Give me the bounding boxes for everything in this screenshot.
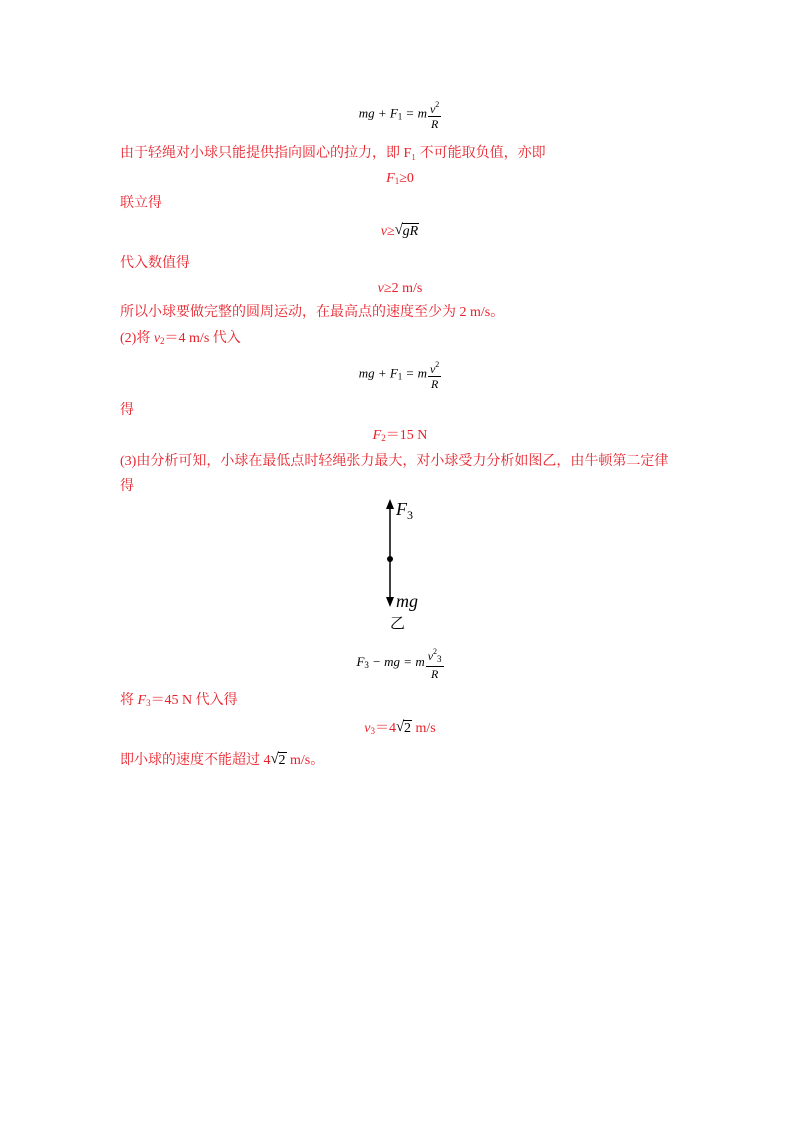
down-arrowhead — [386, 597, 394, 607]
lianli-label: 联立得 — [120, 196, 162, 211]
up-arrowhead — [386, 499, 394, 509]
f1-condition: $F_1\ge 0$ — [386, 171, 414, 186]
part3-line1: (3)由分析可知，小球在最低点时轻绳张力最大，对小球受力分析如图乙，由牛顿第二定律 — [120, 454, 669, 469]
tension-statement: 由于轻绳对小球只能提供指向圆心的拉力，即 F₁ 不可能取负值，亦即 — [120, 146, 546, 161]
ball-point — [387, 556, 393, 562]
label-f3: $F_3$ — [396, 499, 413, 522]
conclusion-part1: 所以小球要做完整的圆周运动，在最高点的速度至少为 2 m/s。 — [120, 305, 505, 320]
label-mg: mg — [396, 591, 418, 611]
daishu-label: 代入数值得 — [120, 256, 190, 271]
diagram-caption: 乙 — [390, 616, 406, 632]
part3-line2: 得 — [120, 479, 134, 494]
v3-value: $v_3=4$ √ 2 m/s — [364, 719, 436, 736]
equation-2: mg + $F_1 = m$ $\frac{v^2}{R}$ — [358, 360, 440, 391]
v-value: v≥2 m/s — [377, 281, 423, 296]
equation-3: $F_3$ − mg = m $\frac{v^2_3}{R}$ — [356, 647, 442, 681]
v-condition: v≥ √ gR — [380, 222, 419, 239]
equation-1: mg + $F_1 = m$ $\frac{v^2}{R}$ — [358, 100, 440, 131]
force-diagram — [360, 495, 450, 635]
f2-value: $F_2=15$ N — [372, 428, 428, 443]
de-label: 得 — [120, 403, 134, 418]
final-conclusion: 即小球的速度不能超过 4 √ 2 m/s。 — [120, 751, 325, 768]
substitute-f3: 将 $F_3=45$ N 代入得 — [120, 693, 238, 708]
part2-intro: (2)将 $v_2=4$ m/s 代入 — [120, 331, 241, 346]
